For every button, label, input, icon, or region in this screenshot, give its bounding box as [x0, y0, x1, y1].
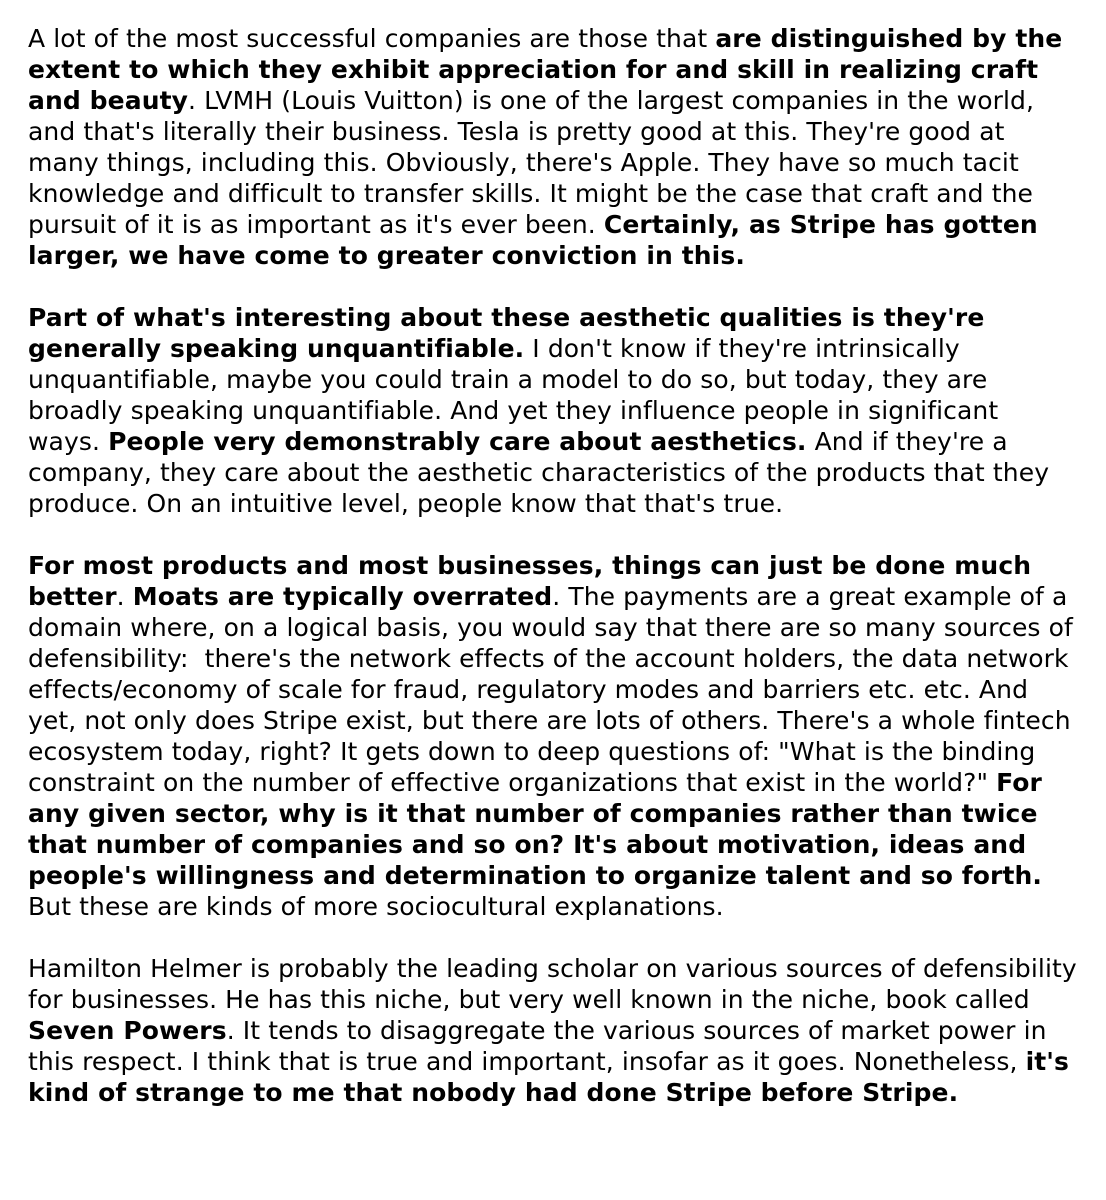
text-segment-bold: Part of what's interesting about these aesthetic qualities is they're generally speaking unquantifiable.: [28, 303, 985, 363]
text-segment: I don't know if they're intrinsically unquantifiable, maybe you could train a model to do so, but today, they are broadly speaking unquantifiable. And yet they influence people in significant ways.: [28, 334, 999, 456]
text-segment: . The payments are a great example of a domain where, on a logical basis, you would say that there are so many sources of defensibility: there's the network effects of the account holders, the data network effects/economy of scale for fraud, regulatory modes and barriers etc. etc. And yet, not only does Stripe exist, but there are lots of others. There's a whole fintech ecosystem today, right? It gets down to deep questions of: "What is the binding constraint on the number of effective organizations that exist in the world?": [28, 582, 1073, 797]
text-segment: .: [116, 582, 133, 611]
paragraph: [28, 302, 1078, 519]
text-segment-bold: are distinguished by the extent to which they exhibit appreciation for and skill in realizing craft and beauty: [28, 24, 1063, 115]
text-segment: But these are kinds of more sociocultural explanations.: [28, 892, 724, 921]
text-segment: . LVMH (Louis Vuitton) is one of the largest companies in the world, and that's literally their business. Tesla is pretty good at this. They're good at many things, including this. Obviously, there's Apple. They have so much tacit knowledge and difficult to transfer skills. It might be the case that craft and the pursuit of it is as important as it's ever been.: [28, 86, 1035, 239]
text-segment: A lot of the most successful companies are those that: [28, 24, 716, 53]
paragraph: [28, 550, 1078, 922]
text-segment-bold: Certainly, as Stripe has gotten larger, we have come to greater conviction in this.: [28, 210, 1038, 270]
text-segment: And if they're a company, they care about the aesthetic characteristics of the products that they produce. On an intuitive level, people know that that's true.: [28, 427, 1050, 518]
paragraph: [28, 23, 1078, 271]
paragraph: [28, 953, 1078, 1108]
text-segment-bold: For most products and most businesses, things can just be done much better: [28, 551, 1032, 611]
text-segment: Hamilton Helmer is probably the leading scholar on various sources of defensibility for businesses. He has this niche, but very well known in the niche, book called: [28, 954, 1077, 1014]
text-segment-bold: For any given sector, why is it that number of companies rather than twice that number of companies and so on? It's about motivation, ideas and people's willingness and determination to organize talent and so forth.: [28, 768, 1043, 890]
text-segment-bold: People very demonstrably care about aesthetics.: [108, 427, 807, 456]
text-segment-bold: Seven Powers: [28, 1016, 227, 1045]
text-segment-bold: Moats are typically overrated: [132, 582, 553, 611]
text-segment: . It tends to disaggregate the various sources of market power in this respect. I think that is true and important, insofar as it goes. Nonetheless,: [28, 1016, 1047, 1076]
text-segment-bold: it's kind of strange to me that nobody had done Stripe before Stripe.: [28, 1047, 1070, 1107]
